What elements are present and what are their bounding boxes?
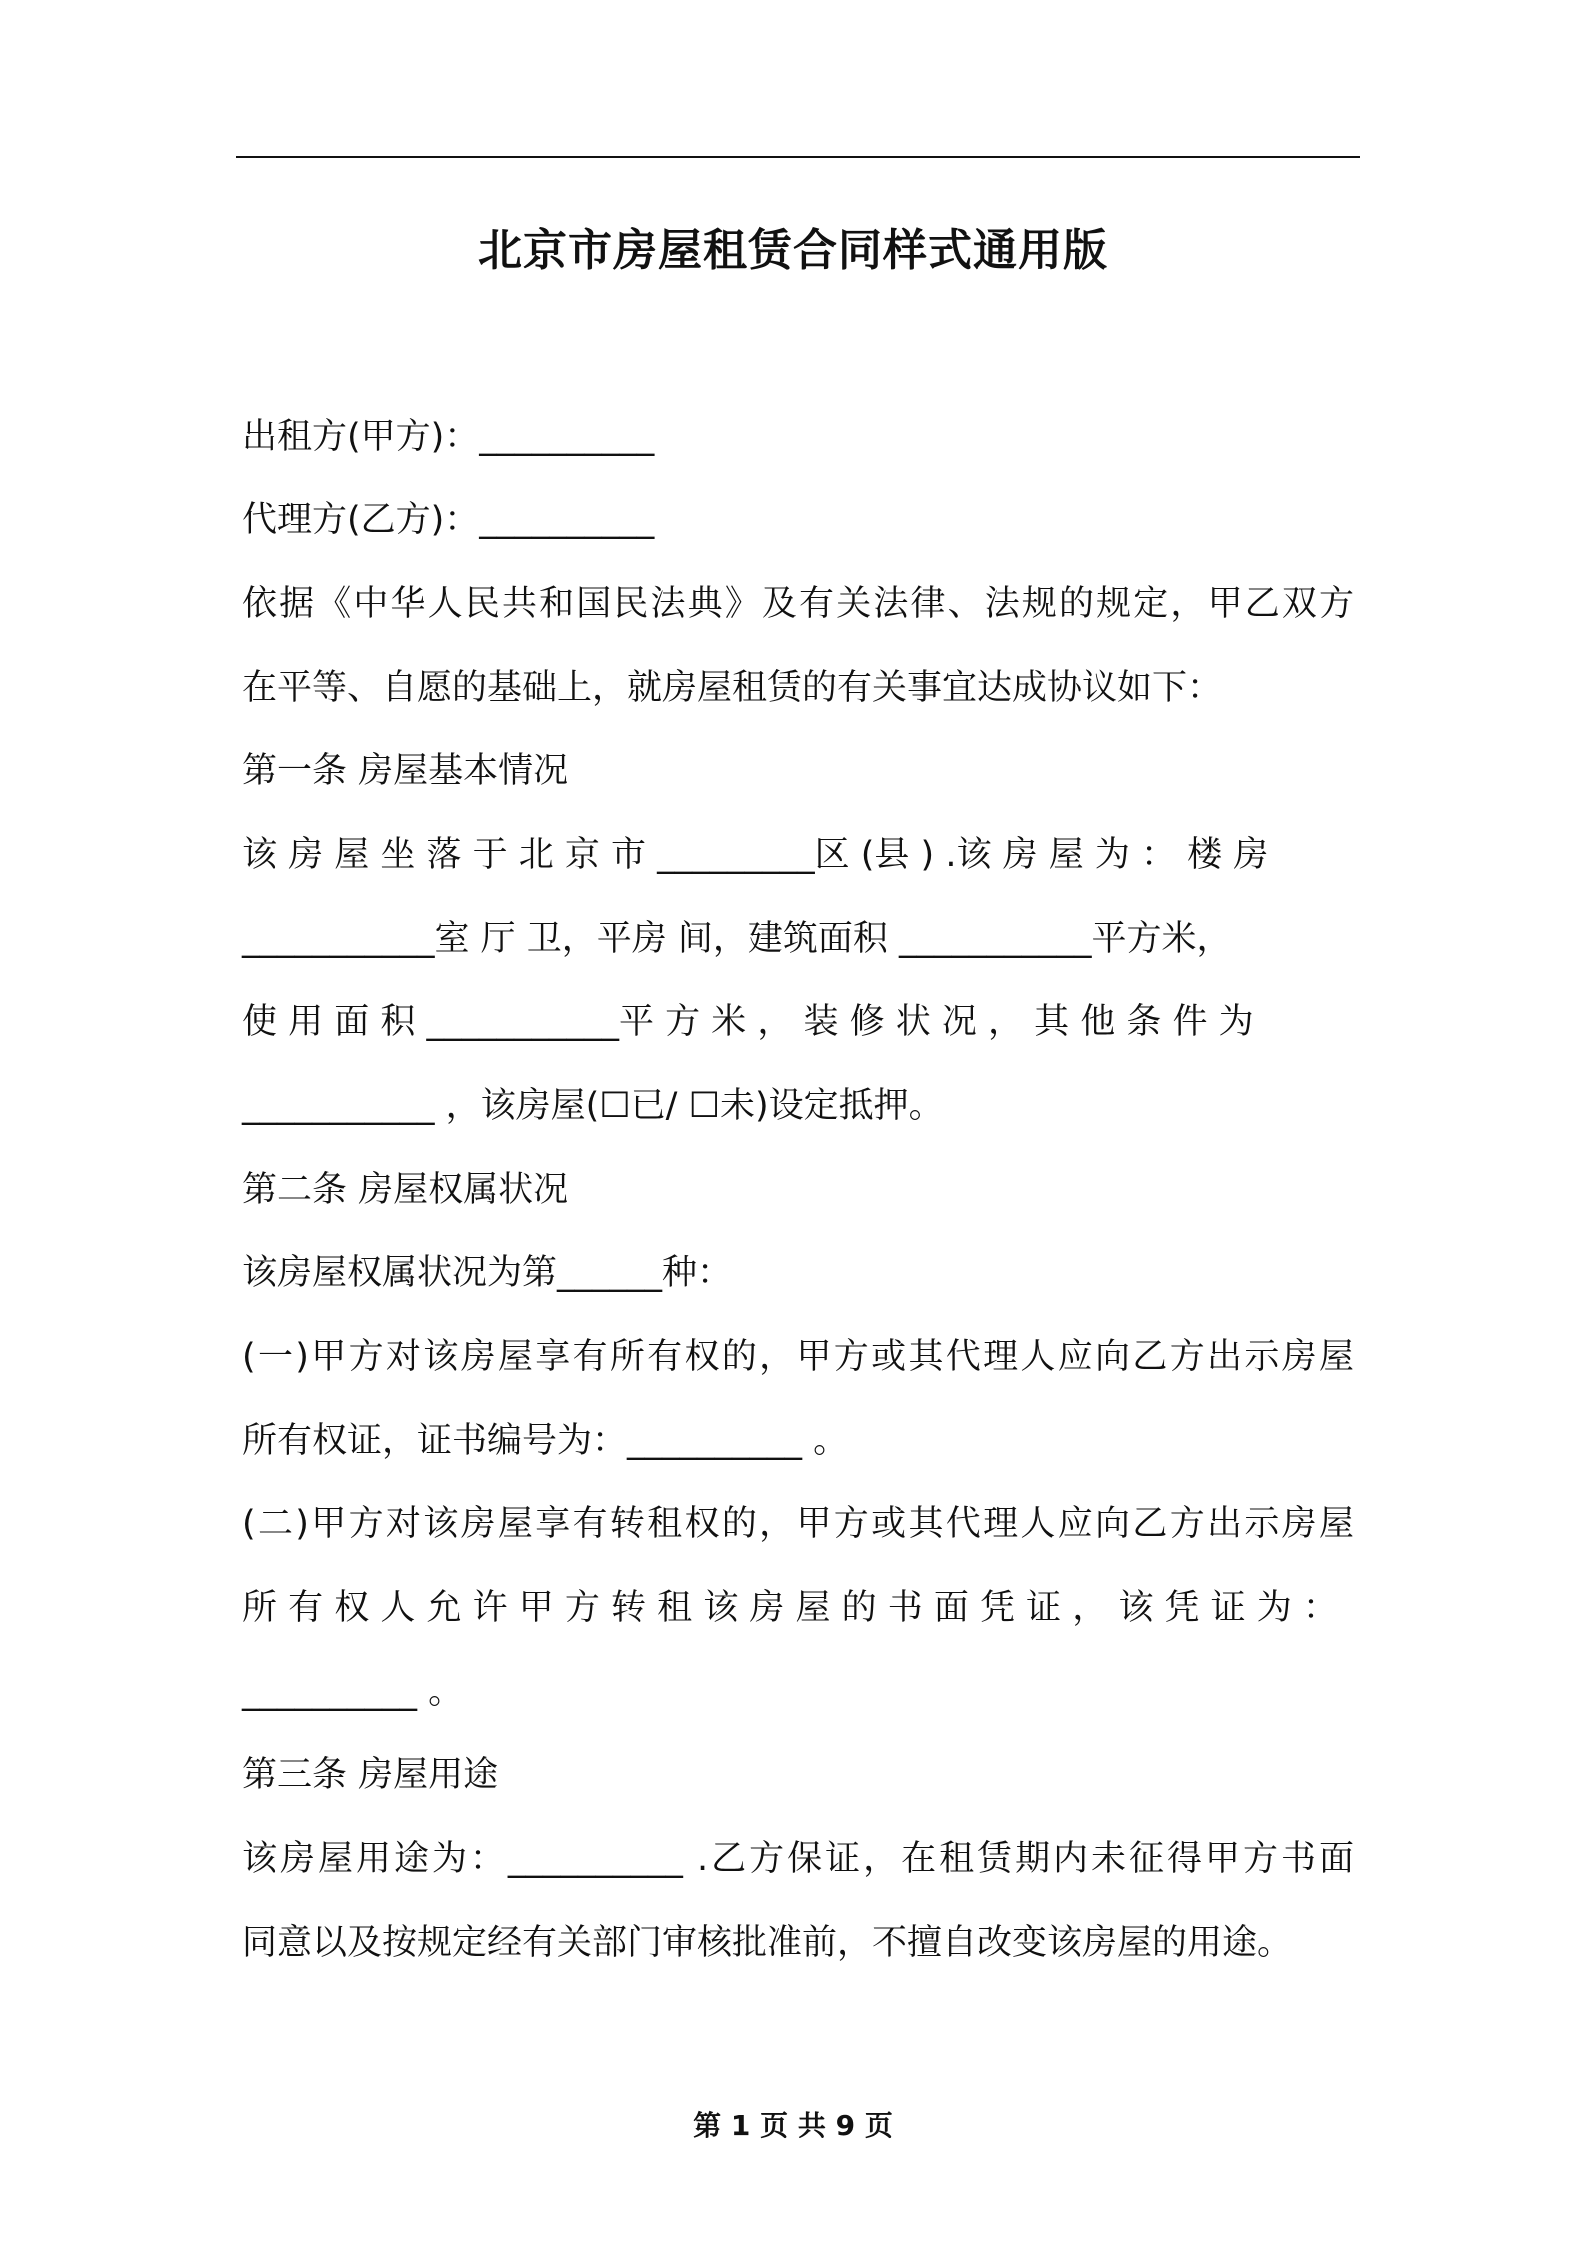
article-1-line-4: ___________ ，该房屋(☐已/ ☐未)设定抵押。	[242, 1086, 944, 1126]
article-3-line-2: 同意以及按规定经有关部门审核批准前，不擅自改变该房屋的用途。	[242, 1923, 1293, 1963]
article-1-heading: 第一条 房屋基本情况	[242, 751, 569, 791]
preamble-line-2: 在平等、自愿的基础上，就房屋租赁的有关事宜达成协议如下：	[242, 668, 1223, 708]
agent-line: 代理方(乙方)：__________	[242, 500, 655, 540]
document-title: 北京市房屋租赁合同样式通用版	[478, 225, 1108, 276]
article-1-line-1: 该 房 屋 坐 落 于 北 京 市 _________区 (县 ) .该 房 屋 为 ： 楼 房	[242, 835, 1269, 875]
header-rule	[236, 156, 1360, 158]
article-1-line-3: 使 用 面 积 ___________平 方 米 ， 装 修 状 况 ， 其 他 条 件 为	[242, 1002, 1254, 1042]
article-2-line-1: 该房屋权属状况为第______种：	[242, 1253, 733, 1293]
lessor-line: 出租方(甲方)：__________	[242, 417, 655, 457]
article-3-heading: 第三条 房屋用途	[242, 1755, 499, 1795]
article-2-heading: 第二条 房屋权属状况	[242, 1170, 569, 1210]
article-2-line-2: (一)甲方对该房屋享有所有权的，甲方或其代理人应向乙方出示房屋	[242, 1337, 1354, 1377]
article-2-line-4: (二)甲方对该房屋享有转租权的，甲方或其代理人应向乙方出示房屋	[242, 1504, 1354, 1544]
preamble-line-1: 依据《中华人民共和国民法典》及有关法律、法规的规定，甲乙双方	[242, 584, 1354, 624]
article-2-line-5: 所 有 权 人 允 许 甲 方 转 租 该 房 屋 的 书 面 凭 证 ， 该 凭 证 为 ：	[242, 1588, 1338, 1628]
article-3-line-1: 该房屋用途为：__________ .乙方保证，在租赁期内未征得甲方书面	[242, 1839, 1354, 1879]
article-2-line-3: 所有权证，证书编号为：__________ 。	[242, 1421, 849, 1461]
article-1-line-2: ___________室 厅 卫，平房 间，建筑面积 ___________平方米，	[242, 919, 1232, 959]
page-number-footer: 第 1 页 共 9 页	[693, 2109, 893, 2142]
article-2-line-6: __________ 。	[242, 1672, 464, 1712]
